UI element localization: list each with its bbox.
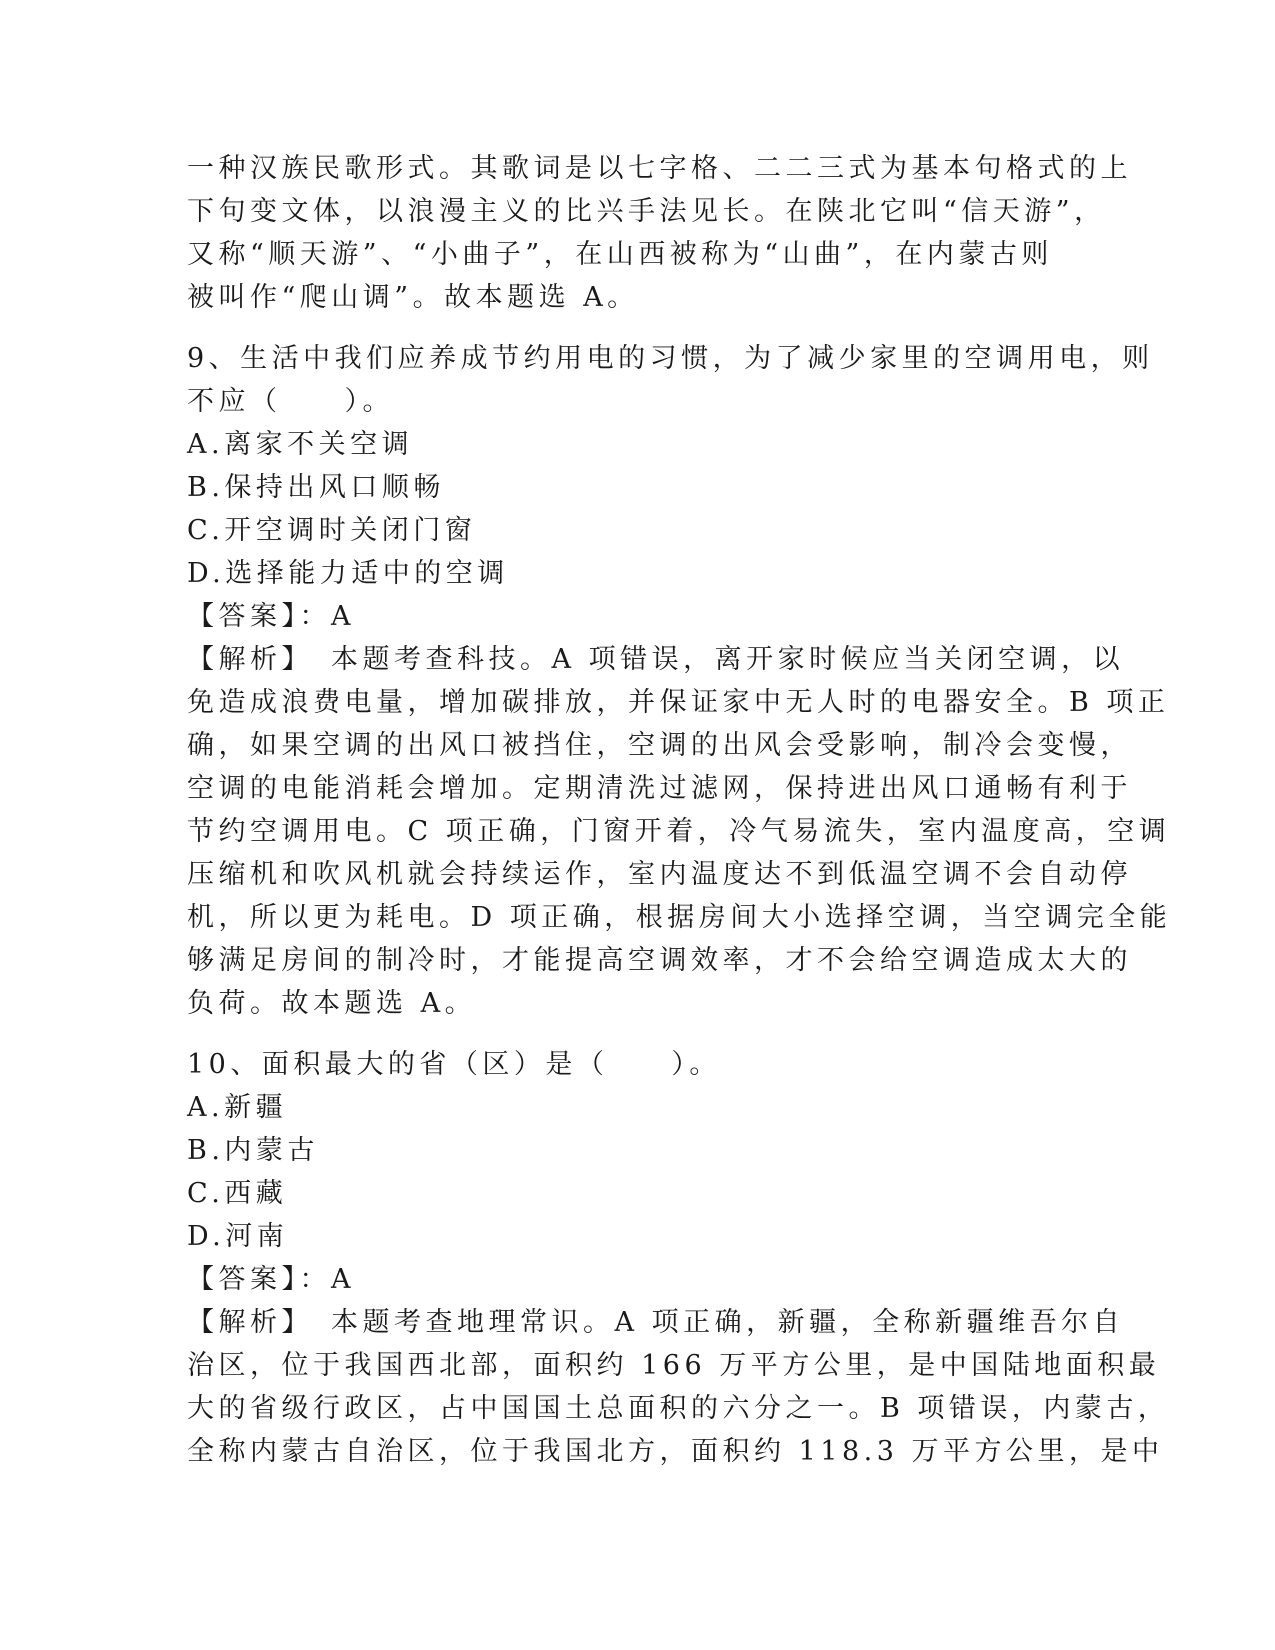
text-line: 一种汉族民歌形式。其歌词是以七字格、二二三式为基本句格式的上: [187, 153, 1132, 184]
analysis-line: 大的省级行政区，占中国国土总面积的六分之一。B 项错误，内蒙古，: [187, 1393, 1170, 1424]
option-b: B.内蒙古: [187, 1135, 319, 1166]
option-b: B.保持出风口顺畅: [187, 472, 445, 503]
option-a: A.离家不关空调: [187, 429, 414, 460]
analysis-line: 压缩机和吹风机就会持续运作，室内温度达不到低温空调不会自动停: [187, 859, 1132, 890]
analysis-line: 全称内蒙古自治区，位于我国北方，面积约 118.3 万平方公里，是中: [187, 1436, 1164, 1467]
analysis-line: 【解析】 本题考查科技。A 项错误，离开家时候应当关闭空调，以: [187, 644, 1125, 675]
analysis-line: 空调的电能消耗会增加。定期清洗过滤网，保持进出风口通畅有利于: [187, 773, 1132, 804]
answer-label: 【答案】：A: [187, 1264, 355, 1295]
question-stem: 10、面积最大的省（区）是（ ）。: [187, 1049, 721, 1080]
document-page: [187, 147, 1172, 1473]
option-c: C.开空调时关闭门窗: [187, 515, 477, 546]
analysis-line: 节约空调用电。C 项正确，门窗开着，冷气易流失，室内温度高，空调: [187, 816, 1171, 847]
question-stem: 不应（ ）。: [187, 386, 394, 417]
option-d: D.河南: [187, 1221, 289, 1252]
question-stem: 9、生活中我们应养成节约用电的习惯，为了减少家里的空调用电，则: [187, 343, 1154, 374]
text-line: 被叫作“爬山调”。故本题选 A。: [187, 282, 639, 313]
question-10: [187, 1043, 1170, 1473]
answer-label: 【答案】：A: [187, 601, 355, 632]
analysis-line: 免造成浪费电量，增加碳排放，并保证家中无人时的电器安全。B 项正: [187, 687, 1170, 718]
analysis-line: 够满足房间的制冷时，才能提高空调效率，才不会给空调造成太大的: [187, 945, 1132, 976]
analysis-line: 【解析】 本题考查地理常识。A 项正确，新疆，全称新疆维吾尔自: [187, 1307, 1125, 1338]
text-line: 下句变文体，以浪漫主义的比兴手法见长。在陕北它叫“信天游”，: [187, 196, 1106, 227]
question-9: [187, 337, 1172, 1025]
analysis-line: 确，如果空调的出风口被挡住，空调的出风会受影响，制冷会变慢，: [187, 730, 1132, 761]
analysis-line: 机，所以更为耗电。D 项正确，根据房间大小选择空调，当空调完全能: [187, 902, 1172, 933]
option-a: A.新疆: [187, 1092, 288, 1123]
option-c: C.西藏: [187, 1178, 288, 1209]
option-d: D.选择能力适中的空调: [187, 558, 509, 589]
text-line: 又称“顺天游”、“小曲子”，在山西被称为“山曲”，在内蒙古则: [187, 239, 1053, 270]
analysis-line: 治区，位于我国西北部，面积约 166 万平方公里，是中国陆地面积最: [187, 1350, 1161, 1381]
analysis-line: 负荷。故本题选 A。: [187, 988, 477, 1019]
intro-paragraph: [187, 147, 1132, 319]
